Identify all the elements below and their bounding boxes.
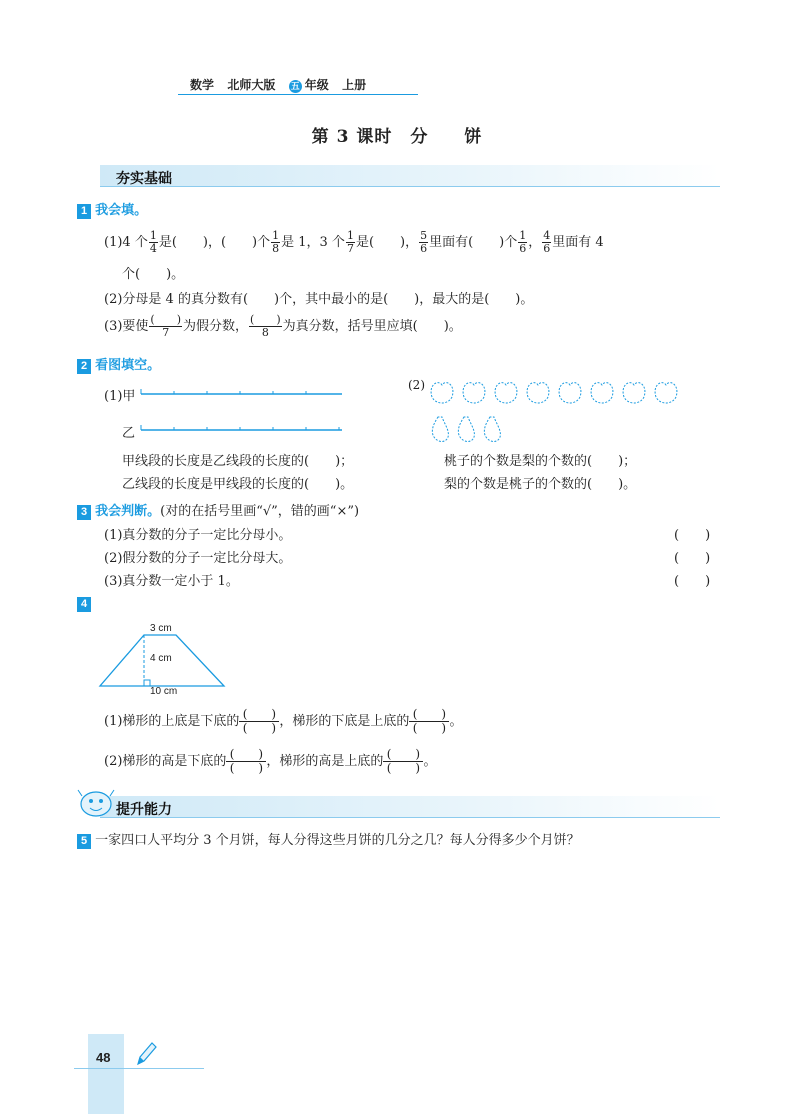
segment-yi (141, 425, 342, 430)
grade: 年级 (304, 78, 329, 92)
section-band (100, 796, 720, 818)
judge-item: (3)真分数一定小于 1。 (104, 574, 239, 589)
edition: 北师大版 (227, 78, 276, 92)
text: 是 1，3 个 (281, 235, 345, 250)
text: ， (528, 235, 542, 250)
text: 为假分数， (183, 319, 249, 334)
blank-fraction[interactable]: ( ) ( ) (383, 748, 423, 775)
section-rule (100, 186, 720, 187)
judge-answer-box[interactable]: ( ) (674, 551, 711, 566)
judge-item: (2)假分数的分子一定比分母大。 (104, 551, 292, 566)
footer-rule (74, 1068, 204, 1069)
question-2-header (77, 354, 160, 374)
q1-line-2: (2)分母是 4 的真分数有( )个，其中最小的是( )，最大的是( )。 (104, 292, 534, 307)
question-number: 1 (77, 204, 91, 219)
text: 里面有( )个 (429, 235, 518, 250)
question-number: 4 (77, 597, 91, 612)
q4-line-1 (104, 708, 462, 735)
text: 里面有 4 (552, 235, 604, 250)
text: 是( )， (355, 235, 419, 250)
fraction: $\frac{5}{6}$ (420, 229, 428, 255)
question-1-header (77, 199, 147, 219)
section-basic-title: 夯实基础 (116, 170, 172, 186)
section-rule (100, 817, 720, 818)
fraction: $\frac{4}{6}$ (543, 229, 551, 255)
fraction: $\frac{1}{4}$ (149, 229, 157, 255)
book-header (190, 76, 376, 93)
q2-part2-label: (2) (408, 378, 425, 392)
question-4-header (77, 596, 91, 612)
question-title: 我会判断。 (95, 503, 161, 518)
page-number: 48 (96, 1050, 111, 1065)
q2-sentence-4: 梨的个数是桃子的个数的( )。 (444, 477, 637, 492)
blank-fraction[interactable]: ( ) ( ) (409, 708, 449, 735)
q1-line-1 (104, 230, 604, 255)
q4-line-2 (104, 748, 436, 775)
question-hint: (对的在括号里画“√”，错的画“×”) (160, 504, 360, 519)
subject: 数学 (190, 78, 215, 92)
q2-sentence-1: 甲线段的长度是乙线段的长度的( )； (122, 454, 354, 469)
section-band (100, 165, 720, 187)
text: ，梯形的高是上底的 (266, 754, 384, 769)
text: 是( )，( )个 (158, 235, 271, 250)
mascot-icon (76, 786, 116, 820)
q1-line-1-cont: 个( )。 (122, 267, 185, 282)
text: 。 (423, 754, 437, 769)
grade-badge: 五 (290, 81, 300, 91)
text: 。 (449, 714, 463, 729)
question-title: 我会填。 (95, 202, 148, 217)
fraction: $\frac{1}{7}$ (346, 229, 354, 255)
page-tab (88, 1034, 124, 1114)
blank-fraction[interactable]: $\frac{( )}{7}$ (150, 313, 182, 339)
judge-answer-box[interactable]: ( ) (674, 528, 711, 543)
q2-sentence-3: 桃子的个数是梨的个数的( )； (444, 454, 637, 469)
text: 为真分数，括号里应填( )。 (282, 319, 462, 334)
question-3-header (77, 500, 359, 520)
segment-diagram (140, 386, 345, 436)
fruit-picture (428, 375, 683, 445)
blank-fraction[interactable]: ( ) ( ) (239, 708, 279, 735)
blank-fraction[interactable]: ( ) ( ) (226, 748, 266, 775)
q2-sentence-2: 乙线段的长度是甲线段的长度的( )。 (122, 477, 354, 492)
trapezoid-top-label: 3 cm (150, 623, 172, 634)
pencil-icon (134, 1040, 158, 1068)
fraction: $\frac{1}{6}$ (519, 229, 527, 255)
trapezoid-bottom-label: 10 cm (150, 686, 178, 697)
question-number: 2 (77, 359, 91, 374)
q2-part1-label: (1)甲 (104, 389, 136, 404)
trapezoid-height-label: 4 cm (150, 653, 172, 664)
question-title: 看图填空。 (95, 357, 161, 372)
q1-line-3 (104, 314, 462, 339)
header-rule (178, 94, 418, 95)
fraction: $\frac{1}{8}$ (272, 229, 280, 255)
question-number: 3 (77, 505, 91, 520)
text: (1)梯形的上底是下底的 (104, 714, 240, 729)
q2-yi-label: 乙 (122, 426, 136, 441)
segment-jia (141, 389, 342, 394)
question-number: 5 (77, 834, 91, 849)
lesson-title: 第 3 课时 分 饼 (311, 127, 483, 147)
text: (2)梯形的高是下底的 (104, 754, 227, 769)
pear-icons (432, 417, 500, 442)
blank-fraction[interactable]: $\frac{( )}{8}$ (250, 313, 281, 339)
peach-icons (431, 383, 677, 403)
text: ，梯形的下底是上底的 (279, 714, 410, 729)
judge-answer-box[interactable]: ( ) (674, 574, 711, 589)
text: (3)要使 (104, 319, 149, 334)
question-5-header (77, 829, 580, 849)
text: (1)4 个 (104, 235, 148, 250)
judge-item: (1)真分数的分子一定比分母小。 (104, 528, 292, 543)
volume: 上册 (342, 78, 367, 92)
section-advance-title: 提升能力 (116, 801, 172, 817)
question-text: 一家四口人平均分 3 个月饼，每人分得这些月饼的几分之几？每人分得多少个月饼？ (95, 833, 580, 848)
